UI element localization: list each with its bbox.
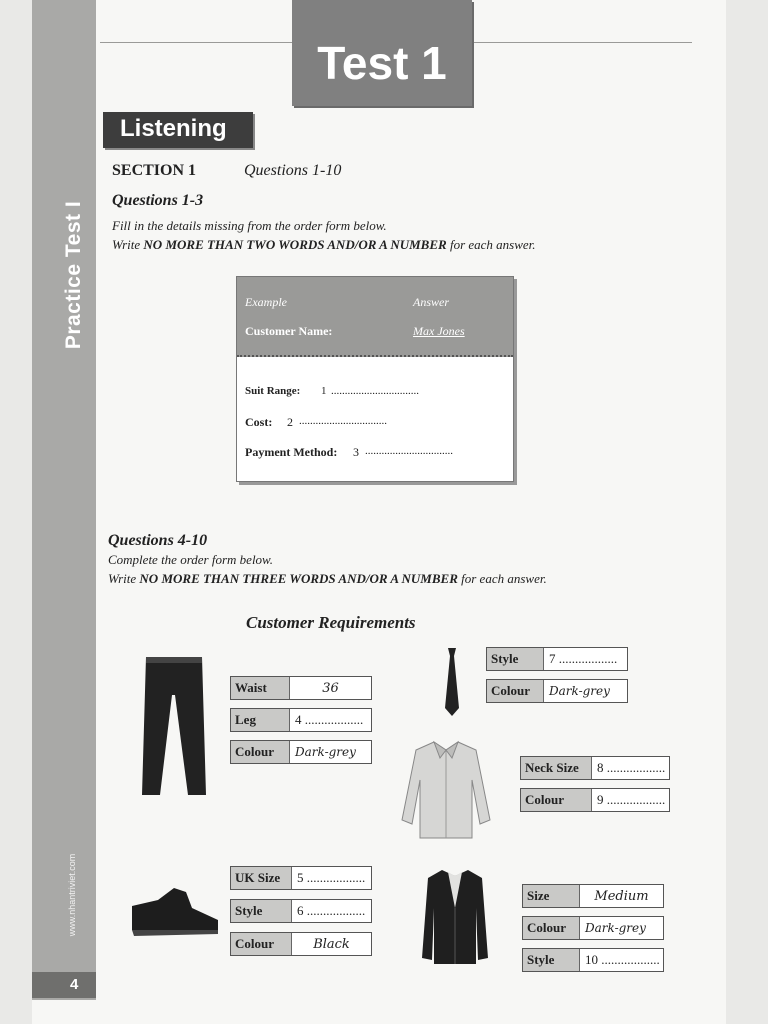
shoe-icon [128,886,222,938]
order-form-divider [237,355,513,357]
listening-label: Listening [120,115,227,142]
trousers-colour-value: Dark-grey [295,745,356,759]
instruction-1-3-pre: Write [112,237,144,252]
jacket-style-field [522,948,664,972]
page-sheet [32,0,726,1024]
neck-size-field [520,756,670,780]
questions-4-10-heading: Questions 4-10 [108,532,208,549]
tie-style-label: Style [487,648,544,670]
waist-field [230,676,372,700]
site-url: www.nhantriviet.com [67,853,77,937]
shoe-colour-field [230,932,372,956]
instruction-1-3-post: for each answer. [446,237,536,252]
shoe-colour-value: Black [313,936,350,952]
cost-blank[interactable]: ................................ [299,415,387,427]
customer-requirements-title: Customer Requirements [246,613,416,632]
instruction-4-10-a: Complete the order form below. [108,552,274,567]
shirt-colour-blank[interactable]: 9 .................. [597,792,666,807]
instruction-4-10-post: for each answer. [457,571,547,586]
section-label: SECTION 1 [112,162,197,179]
instruction-4-10-bold: NO MORE THAN THREE WORDS AND/OR A NUMBER [139,571,458,586]
trousers-icon [138,655,210,797]
shoe-colour-label: Colour [231,933,292,955]
suit-range-blank[interactable]: ................................ [331,385,419,397]
instruction-1-3-bold: NO MORE THAN TWO WORDS AND/OR A NUMBER [143,237,447,252]
cost-num: 2 [287,415,293,429]
trousers-colour-label: Colour [231,741,290,763]
customer-name-label: Customer Name: [245,324,333,338]
uk-size-field [230,866,372,890]
instruction-1-3-b [112,237,536,253]
page-number-box [32,972,96,998]
shirt-colour-label: Colour [521,789,592,811]
jacket-size-field [522,884,664,908]
payment-method-num: 3 [353,445,359,459]
trousers-colour-field [230,740,372,764]
tie-colour-label: Colour [487,680,544,702]
suit-range-num: 1 [321,385,327,397]
suit-range-label: Suit Range: [245,385,301,397]
test-title-box [292,0,472,106]
section-questions: Questions 1-10 [244,162,342,179]
order-form-header [237,277,513,357]
uk-size-label: UK Size [231,867,292,889]
cost-label: Cost: [245,415,273,429]
shirt-icon [400,740,492,840]
payment-method-label: Payment Method: [245,445,338,459]
sidebar-title: Practice Test I [62,200,85,350]
neck-size-blank[interactable]: 8 .................. [597,760,666,775]
shoe-style-blank[interactable]: 6 .................. [297,903,366,918]
neck-size-label: Neck Size [521,757,592,779]
jacket-icon [420,868,490,966]
shoe-style-label: Style [231,900,292,922]
tie-colour-field [486,679,628,703]
customer-name-value: Max Jones [413,324,465,338]
waist-value: 36 [322,680,339,696]
leg-field [230,708,372,732]
answer-label: Answer [413,295,449,309]
tie-colour-value: Dark-grey [549,684,610,698]
instruction-4-10-pre: Write [108,571,140,586]
sidebar [32,0,96,1000]
test-title: Test 1 [317,37,447,89]
shoe-style-field [230,899,372,923]
waist-label: Waist [231,677,290,699]
instruction-4-10-b [108,571,547,587]
tie-style-field [486,647,628,671]
page-number: 4 [70,976,79,993]
jacket-size-value: Medium [594,888,649,904]
jacket-colour-label: Colour [523,917,580,939]
instruction-1-3-a: Fill in the details missing from the order form below. [112,218,387,233]
tie-icon [442,648,462,718]
questions-1-3-heading: Questions 1-3 [112,192,204,209]
example-label: Example [245,295,287,309]
leg-label: Leg [231,709,290,731]
jacket-colour-field [522,916,664,940]
shirt-colour-field [520,788,670,812]
tie-style-blank[interactable]: 7 .................. [549,651,618,666]
order-form-1 [236,276,514,482]
jacket-size-label: Size [523,885,580,907]
jacket-style-label: Style [523,949,580,971]
leg-blank[interactable]: 4 .................. [295,712,364,727]
payment-method-blank[interactable]: ................................ [365,445,453,457]
jacket-style-blank[interactable]: 10 .................. [585,952,660,967]
uk-size-blank[interactable]: 5 .................. [297,870,366,885]
jacket-colour-value: Dark-grey [585,921,646,935]
